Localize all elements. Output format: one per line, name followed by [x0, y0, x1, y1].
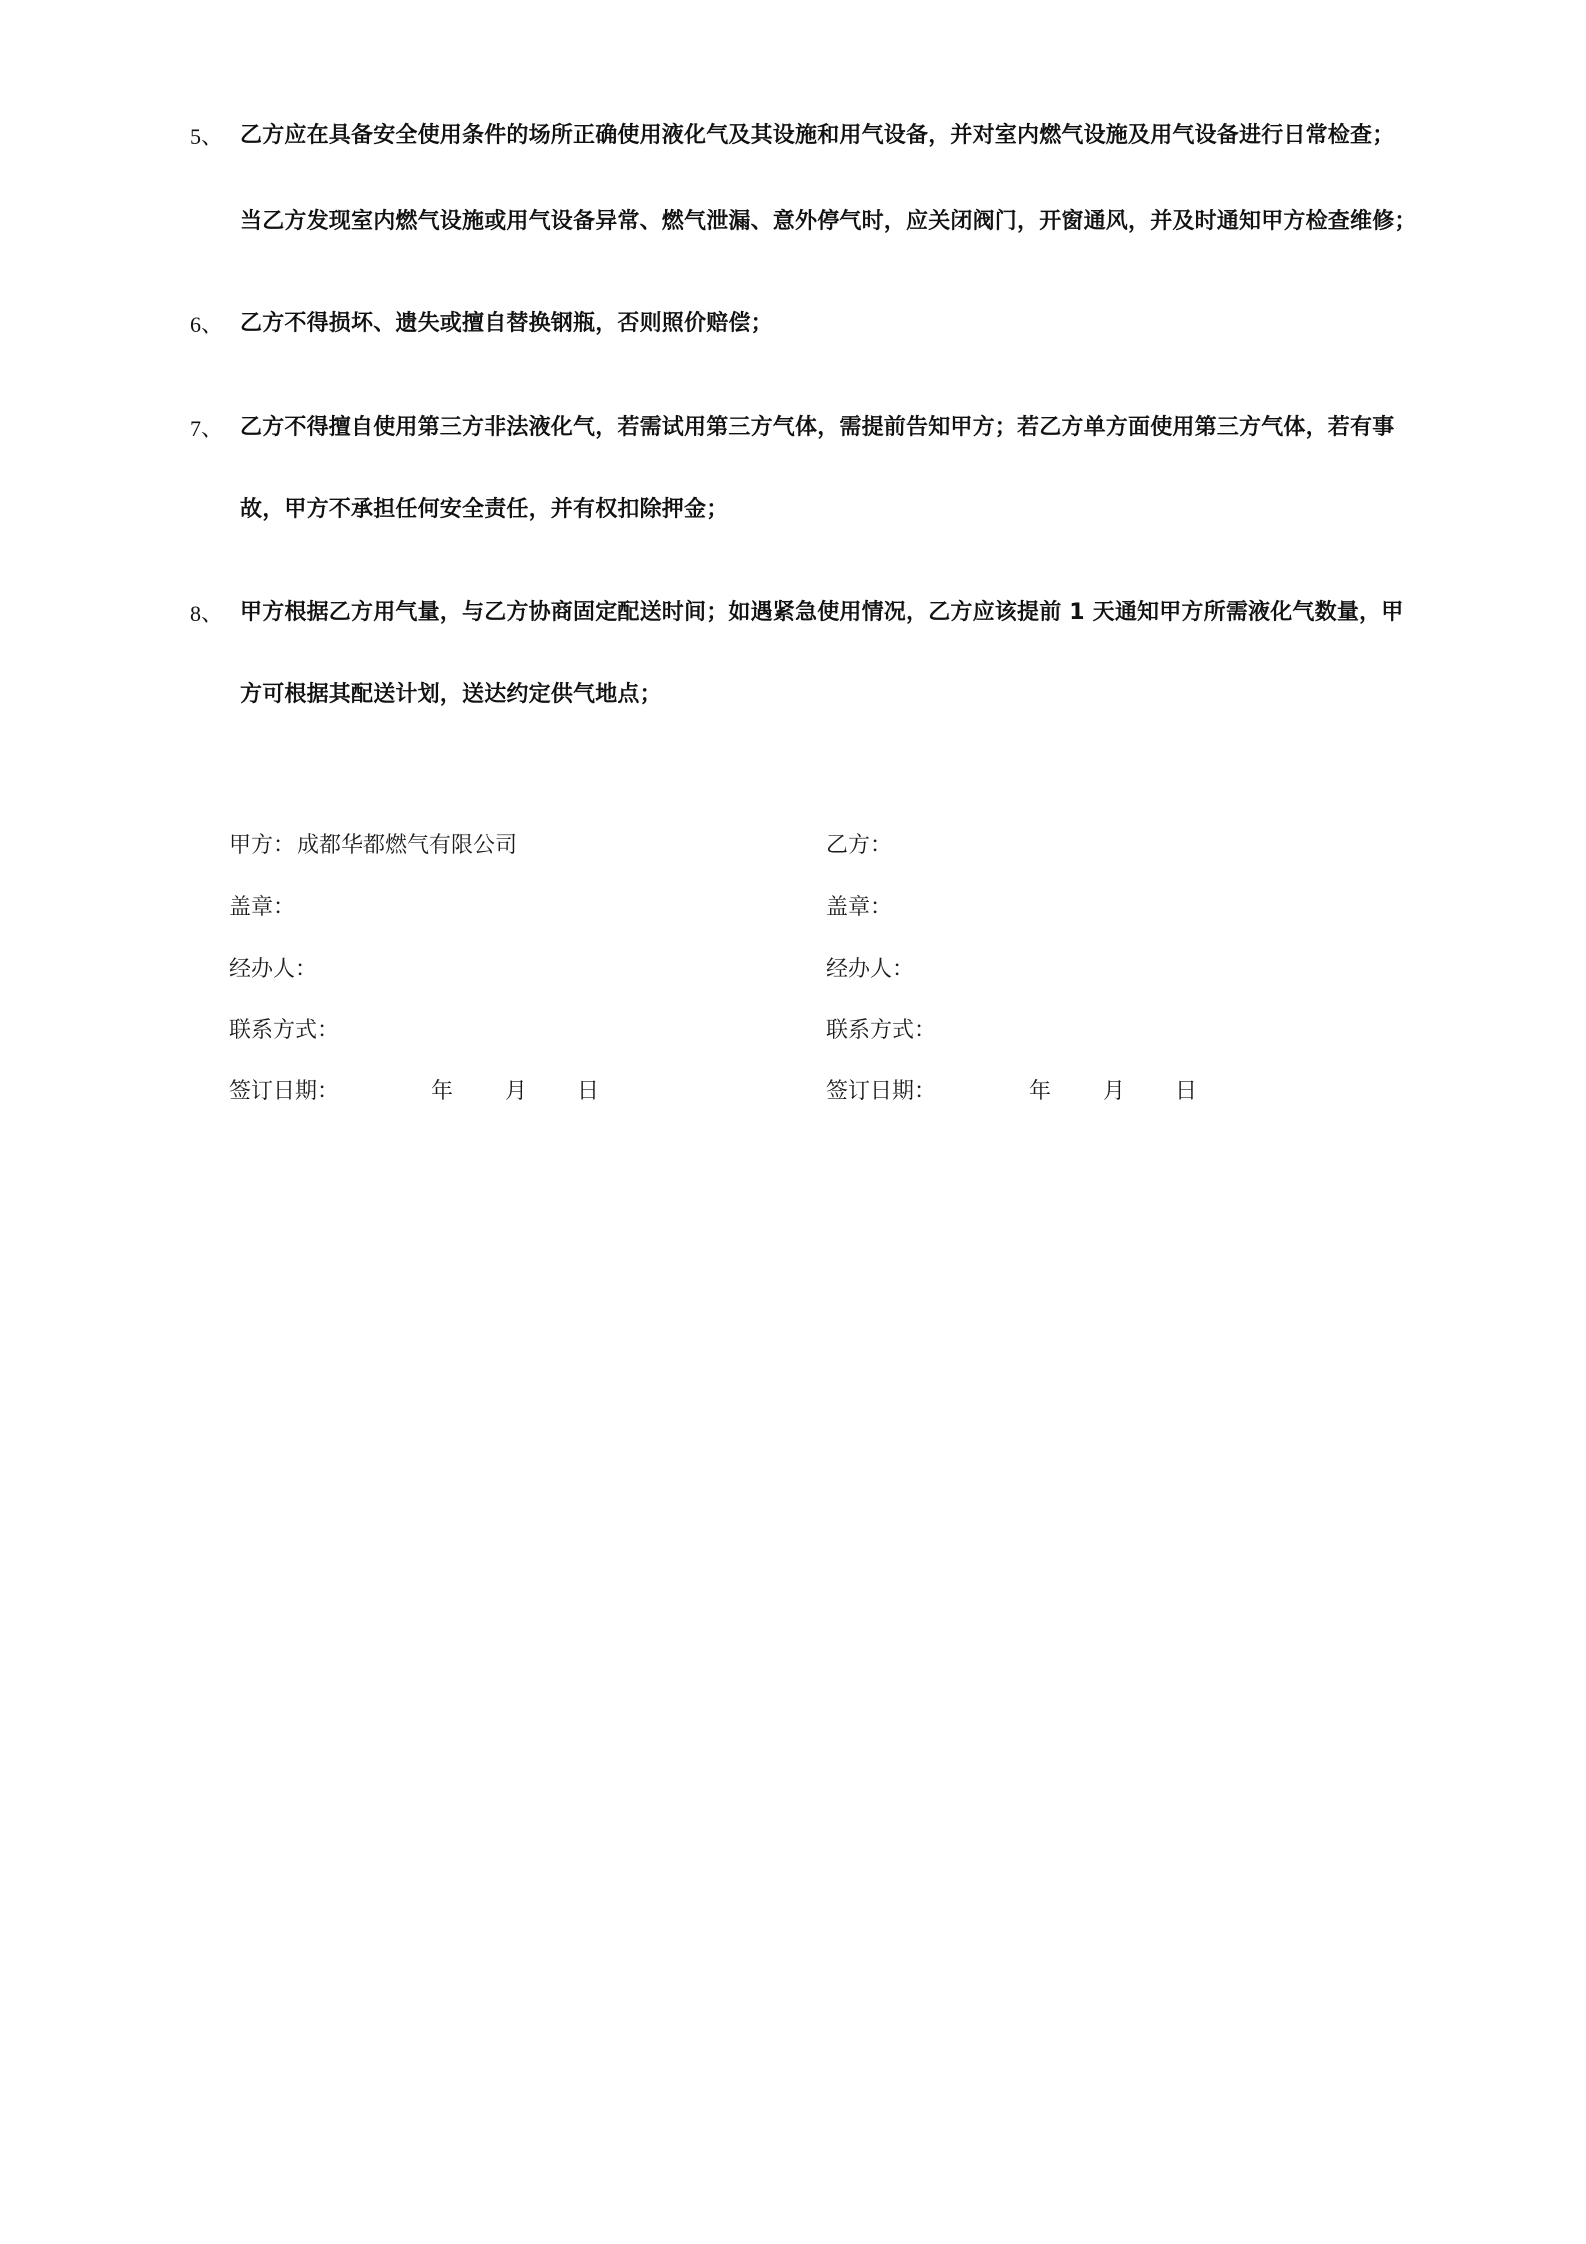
clause-number: 8、	[190, 601, 224, 626]
clause-text-line: 方可根据其配送计划，送达约定供气地点；	[240, 682, 662, 707]
clause-number: 7、	[190, 416, 224, 441]
clause-number: 6、	[190, 312, 224, 337]
party-a-contact-label: 联系方式：	[229, 1018, 340, 1043]
party-a-date-label: 签订日期：	[229, 1079, 340, 1104]
party-b-seal-label: 盖章：	[826, 895, 893, 920]
party-a-label: 甲方：	[229, 833, 296, 858]
party-b-agent-label: 经办人：	[826, 957, 915, 982]
party-a-value: 成都华都燃气有限公司	[297, 833, 518, 858]
party-a-month: 月	[505, 1079, 528, 1104]
party-b-contact-label: 联系方式：	[826, 1018, 937, 1043]
party-b-month: 月	[1103, 1079, 1126, 1104]
party-b-date-label: 签订日期：	[826, 1079, 937, 1104]
party-a-line	[229, 828, 517, 859]
clause-text-line: 乙方不得擅自使用第三方非法液化气，若需试用第三方气体，需提前告知甲方；若乙方单方面使用第三方气体，若有事	[240, 415, 1395, 440]
party-b-day: 日	[1175, 1079, 1198, 1104]
clause-text-line: 乙方不得损坏、遗失或擅自替换钢瓶，否则照价赔偿；	[240, 311, 773, 336]
party-b-year: 年	[1029, 1079, 1052, 1104]
party-a-seal-label: 盖章：	[229, 895, 296, 920]
party-a-agent-label: 经办人：	[229, 957, 318, 982]
clause-text-line: 故，甲方不承担任何安全责任，并有权扣除押金；	[240, 497, 729, 522]
clause-text-line: 甲方根据乙方用气量，与乙方协商固定配送时间；如遇紧急使用情况，乙方应该提前 1 天通知甲方所需液化气数量，甲	[240, 600, 1404, 625]
clause-text-line: 乙方应在具备安全使用条件的场所正确使用液化气及其设施和用气设备，并对室内燃气设施及用气设备进行日常检查；	[240, 123, 1395, 148]
clause-text-line: 当乙方发现室内燃气设施或用气设备异常、燃气泄漏、意外停气时，应关闭阀门，开窗通风，并及时通知甲方检查维修；	[240, 209, 1417, 234]
clause-number: 5、	[190, 124, 224, 149]
party-b-line	[826, 828, 894, 859]
party-a-day: 日	[577, 1079, 600, 1104]
party-a-year: 年	[431, 1079, 454, 1104]
party-b-label: 乙方：	[826, 833, 893, 858]
